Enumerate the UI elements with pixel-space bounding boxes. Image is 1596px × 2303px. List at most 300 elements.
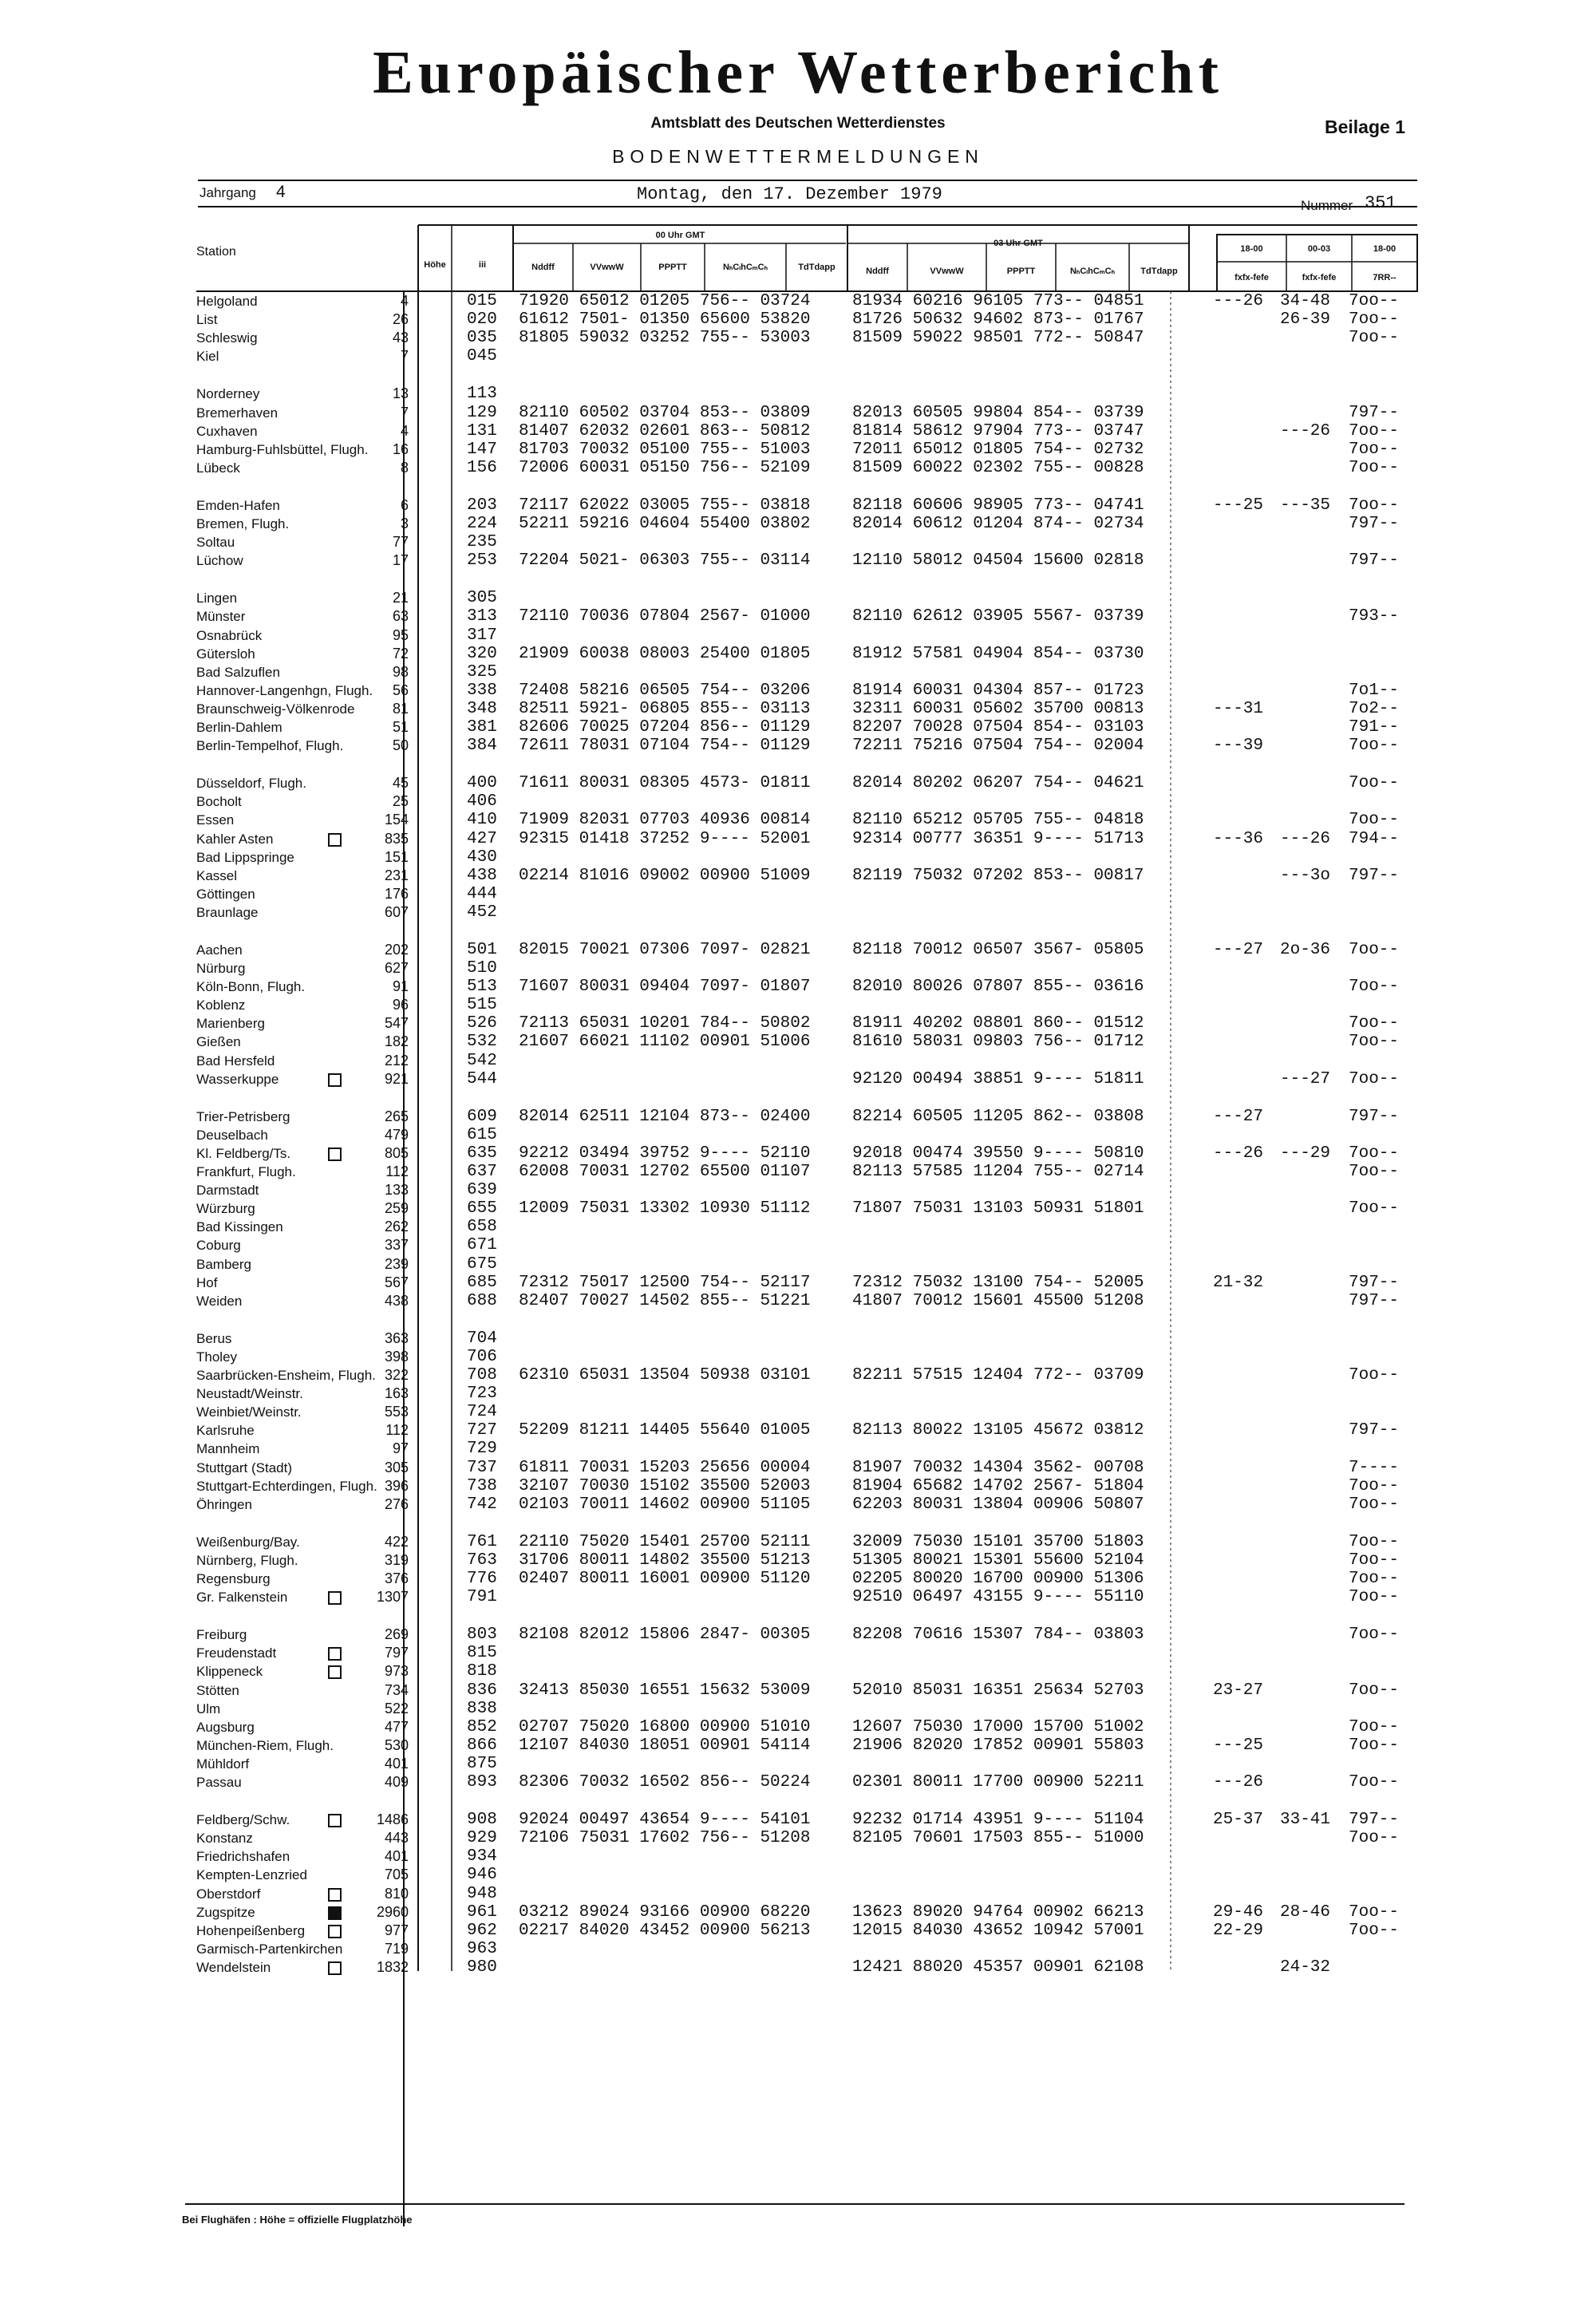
- station-name: Stötten: [196, 1683, 239, 1698]
- station-height: 530: [384, 1737, 409, 1753]
- obs-03-gmt: 72211 75216 07504 754-- 02004: [852, 737, 1144, 755]
- station-name: Kiel: [196, 349, 219, 364]
- table-row: [0, 1533, 1596, 1551]
- station-name: Aachen: [196, 942, 243, 958]
- obs-00-gmt: 22110 75020 15401 25700 52111: [519, 1533, 811, 1551]
- table-row: [0, 1366, 1596, 1385]
- obs-03-gmt: 02301 80011 17700 00900 52211: [852, 1773, 1144, 1791]
- obs-00-gmt: 92024 00497 43654 9---- 54101: [519, 1811, 811, 1829]
- station-name: Braunlage: [196, 905, 259, 920]
- precip-18-00: 7----: [1349, 1459, 1400, 1477]
- station-height: 479: [384, 1127, 409, 1143]
- station-height: 77: [392, 534, 409, 550]
- square-icon: [328, 1925, 342, 1938]
- station-id: 639: [467, 1181, 497, 1199]
- station-name: Passau: [196, 1775, 242, 1790]
- precip-18-00: 7oo--: [1349, 1070, 1400, 1088]
- station-name: Konstanz: [196, 1831, 253, 1846]
- station-id: 317: [467, 626, 497, 645]
- precip-18-00: 797--: [1349, 1421, 1400, 1440]
- station-name: Lüchow: [196, 553, 243, 568]
- table-row: [0, 1440, 1596, 1458]
- obs-00-gmt: 21607 66021 11102 00901 51006: [519, 1033, 811, 1051]
- station-id: 513: [467, 978, 497, 996]
- gust-18-00: 29-46: [1213, 1903, 1264, 1922]
- station-height: 7: [400, 348, 409, 364]
- table-row: [0, 1329, 1596, 1348]
- station-height: 13: [392, 385, 409, 401]
- precip-18-00: 797--: [1349, 515, 1400, 533]
- station-name: Braunschweig-Völkenrode: [196, 701, 355, 717]
- table-row: [0, 1681, 1596, 1700]
- obs-00-gmt: 72204 5021- 06303 755-- 03114: [519, 551, 811, 570]
- station-name: Coburg: [196, 1238, 241, 1253]
- obs-03-gmt: 32009 75030 15101 35700 51803: [852, 1533, 1144, 1551]
- obs-00-gmt: 82407 70027 14502 855-- 51221: [519, 1292, 811, 1310]
- obs-00-gmt: 72312 75017 12500 754-- 52117: [519, 1274, 811, 1292]
- obs-03-gmt: 82118 70012 06507 3567- 05805: [852, 941, 1144, 959]
- gust-00-03: 28-46: [1280, 1903, 1331, 1922]
- obs-03-gmt: 82013 60505 99804 854-- 03739: [852, 404, 1144, 422]
- station-name: Berlin-Dahlem: [196, 720, 282, 735]
- station-height: 51: [392, 719, 409, 735]
- gust-18-00: ---26: [1213, 1773, 1264, 1791]
- gust-00-03: 34-48: [1280, 292, 1331, 310]
- station-height: 627: [384, 960, 409, 976]
- station-name: Wasserkuppe: [196, 1072, 279, 1087]
- obs-00-gmt: 71607 80031 09404 7097- 01807: [519, 978, 811, 996]
- station-name: Zugspitze: [196, 1905, 255, 1920]
- obs-00-gmt: 72117 62022 03005 755-- 03818: [519, 496, 811, 515]
- station-id: 852: [467, 1718, 497, 1736]
- table-row: [0, 1866, 1596, 1884]
- station-name: Bad Hersfeld: [196, 1053, 275, 1069]
- precip-18-00: 791--: [1349, 718, 1400, 737]
- station-id: 305: [467, 589, 497, 607]
- station-id: 131: [467, 422, 497, 440]
- obs-00-gmt: 12009 75031 13302 10930 51112: [519, 1199, 811, 1218]
- obs-00-gmt: 62008 70031 12702 65500 01107: [519, 1163, 811, 1181]
- station-height: 81: [392, 701, 409, 717]
- station-id: 934: [467, 1847, 497, 1866]
- g03-col-tdapp: TdTdapp: [1140, 267, 1178, 276]
- station-name: München-Riem, Flugh.: [196, 1738, 334, 1753]
- g00-col-vvwww: VVwwW: [590, 263, 624, 272]
- station-id: 724: [467, 1403, 497, 1421]
- precip-18-00: 7oo--: [1349, 1903, 1400, 1922]
- obs-00-gmt: 62310 65031 13504 50938 03101: [519, 1366, 811, 1385]
- obs-03-gmt: 81912 57581 04904 854-- 03730: [852, 645, 1144, 663]
- obs-00-gmt: 02407 80011 16001 00900 51120: [519, 1570, 811, 1588]
- table-row: [0, 681, 1596, 700]
- precip-18-00: 7oo--: [1349, 1829, 1400, 1847]
- obs-03-gmt: 92120 00494 38851 9---- 51811: [852, 1070, 1144, 1088]
- station-name: Kempten-Lenzried: [196, 1867, 307, 1882]
- obs-00-gmt: 02707 75020 16800 00900 51010: [519, 1718, 811, 1736]
- station-height: 797: [384, 1645, 409, 1661]
- obs-03-gmt: 02205 80020 16700 00900 51306: [852, 1570, 1144, 1588]
- precip-18-00: 7oo--: [1349, 1626, 1400, 1644]
- table-row: [0, 1477, 1596, 1495]
- beilage-label: Beilage 1: [1325, 117, 1405, 137]
- station-height: 322: [384, 1367, 409, 1383]
- table-row: [0, 1551, 1596, 1570]
- precip-18-00: 7oo--: [1349, 422, 1400, 440]
- table-row: [0, 1403, 1596, 1421]
- precip-18-00: 7oo--: [1349, 1551, 1400, 1570]
- precip-18-00: 797--: [1349, 1811, 1400, 1829]
- obs-00-gmt: 32413 85030 16551 15632 53009: [519, 1681, 811, 1700]
- precip-18-00: 7oo--: [1349, 1144, 1400, 1163]
- station-height: 259: [384, 1200, 409, 1216]
- obs-03-gmt: 82110 62612 03905 5567- 03739: [852, 607, 1144, 626]
- obs-03-gmt: 82119 75032 07202 853-- 00817: [852, 867, 1144, 885]
- station-name: Bocholt: [196, 794, 242, 809]
- station-height: 262: [384, 1219, 409, 1234]
- gust-00-03: ---26: [1280, 830, 1331, 848]
- station-name: Öhringen: [196, 1497, 252, 1512]
- obs-00-gmt: 72113 65031 10201 784-- 50802: [519, 1014, 811, 1033]
- station-height: 269: [384, 1626, 409, 1642]
- table-row: [0, 645, 1596, 663]
- station-id: 384: [467, 737, 497, 755]
- g00-col-nddff: Nddff: [531, 263, 555, 272]
- jahrgang-value: 4: [276, 183, 286, 201]
- obs-00-gmt: 71909 82031 07703 40936 00814: [519, 811, 811, 829]
- station-height: 43: [392, 330, 409, 346]
- station-name: Weißenburg/Bay.: [196, 1535, 300, 1550]
- footnote: Bei Flughäfen : Höhe = offizielle Flugplatzhöhe: [182, 2214, 413, 2226]
- station-height: 401: [384, 1848, 409, 1864]
- station-height: 8: [400, 460, 409, 476]
- issue-date: Montag, den 17. Dezember 1979: [637, 184, 942, 204]
- obs-03-gmt: 92314 00777 36351 9---- 51713: [852, 830, 1144, 848]
- station-height: 734: [384, 1682, 409, 1698]
- table-row: [0, 1052, 1596, 1070]
- precip-18-00: 793--: [1349, 607, 1400, 626]
- obs-03-gmt: 82214 60505 11205 862-- 03808: [852, 1108, 1144, 1126]
- station-id: 430: [467, 848, 497, 867]
- station-id: 688: [467, 1292, 497, 1310]
- station-id: 908: [467, 1811, 497, 1829]
- table-row: [0, 1070, 1596, 1088]
- station-name: Würzburg: [196, 1201, 255, 1216]
- table-row: [0, 1495, 1596, 1514]
- obs-03-gmt: 81934 60216 96105 773-- 04851: [852, 292, 1144, 310]
- station-id: 410: [467, 811, 497, 829]
- table-row: [0, 718, 1596, 737]
- obs-03-gmt: 41807 70012 15601 45500 51208: [852, 1292, 1144, 1310]
- station-name: Norderney: [196, 386, 260, 401]
- table-row: [0, 903, 1596, 922]
- station-height: 2960: [376, 1904, 409, 1920]
- station-height: 91: [392, 978, 409, 994]
- station-id: 737: [467, 1459, 497, 1477]
- obs-03-gmt: 82110 65212 05705 755-- 04818: [852, 811, 1144, 829]
- station-name: Gr. Falkenstein: [196, 1590, 288, 1605]
- table-row: [0, 1922, 1596, 1940]
- station-id: 129: [467, 404, 497, 422]
- station-height: 45: [392, 775, 409, 791]
- precip-18-00: 7oo--: [1349, 1718, 1400, 1736]
- station-name: List: [196, 312, 218, 327]
- station-name: Berlin-Tempelhof, Flugh.: [196, 738, 344, 753]
- station-height: 97: [392, 1440, 409, 1456]
- obs-03-gmt: 13623 89020 94764 00902 66213: [852, 1903, 1144, 1922]
- obs-00-gmt: 81407 62032 02601 863-- 50812: [519, 422, 811, 440]
- obs-03-gmt: 82207 70028 07504 854-- 03103: [852, 718, 1144, 737]
- precip-18-00: 7oo--: [1349, 1477, 1400, 1495]
- precip-18-00: 7o2--: [1349, 700, 1400, 718]
- station-name: Trier-Petrisberg: [196, 1109, 290, 1124]
- station-id: 147: [467, 440, 497, 459]
- station-name: Tholey: [196, 1349, 238, 1365]
- station-height: 810: [384, 1886, 409, 1902]
- obs-03-gmt: 82113 57585 11204 755-- 02714: [852, 1163, 1144, 1181]
- table-row: [0, 329, 1596, 347]
- obs-00-gmt: 71611 80031 08305 4573- 01811: [519, 774, 811, 792]
- extra-sub-3: 7RR--: [1373, 273, 1396, 282]
- gust-00-03: 2o-36: [1280, 941, 1331, 959]
- station-id: 501: [467, 941, 497, 959]
- station-id: 253: [467, 551, 497, 570]
- station-height: 337: [384, 1237, 409, 1253]
- gust-18-00: 21-32: [1213, 1274, 1264, 1292]
- precip-18-00: 7oo--: [1349, 1199, 1400, 1218]
- obs-03-gmt: 92510 06497 43155 9---- 55110: [852, 1588, 1144, 1606]
- table-row: [0, 589, 1596, 607]
- station-name: Osnabrück: [196, 628, 263, 643]
- station-id: 729: [467, 1440, 497, 1458]
- obs-00-gmt: 02217 84020 43452 00900 56213: [519, 1922, 811, 1940]
- obs-03-gmt: 82113 80022 13105 45672 03812: [852, 1421, 1144, 1440]
- station-name: Karlsruhe: [196, 1423, 255, 1438]
- station-height: 547: [384, 1015, 409, 1031]
- station-id: 510: [467, 959, 497, 978]
- obs-03-gmt: 12421 88020 45357 00901 62108: [852, 1958, 1144, 1977]
- precip-18-00: 7oo--: [1349, 496, 1400, 515]
- obs-03-gmt: 62203 80031 13804 00906 50807: [852, 1495, 1144, 1514]
- obs-00-gmt: 72611 78031 07104 754-- 01129: [519, 737, 811, 755]
- station-name: Berus: [196, 1331, 232, 1346]
- station-height: 112: [385, 1163, 409, 1179]
- station-height: 50: [392, 737, 409, 753]
- obs-03-gmt: 51305 80021 15301 55600 52104: [852, 1551, 1144, 1570]
- table-row: [0, 1773, 1596, 1791]
- station-id: 615: [467, 1126, 497, 1144]
- station-id: 723: [467, 1385, 497, 1403]
- station-name: Kassel: [196, 868, 238, 883]
- station-height: 305: [384, 1460, 409, 1475]
- station-id: 708: [467, 1366, 497, 1385]
- station-name: Gütersloh: [196, 646, 255, 662]
- obs-00-gmt: 02214 81016 09002 00900 51009: [519, 867, 811, 885]
- gust-00-03: 24-32: [1280, 1958, 1331, 1977]
- obs-00-gmt: 92315 01418 37252 9---- 52001: [519, 830, 811, 848]
- table-row: [0, 1736, 1596, 1755]
- station-height: 112: [385, 1422, 409, 1438]
- obs-03-gmt: 12110 58012 04504 15600 02818: [852, 551, 1144, 570]
- station-name: Saarbrücken-Ensheim, Flugh.: [196, 1368, 376, 1383]
- station-id: 761: [467, 1533, 497, 1551]
- station-height: 239: [384, 1256, 409, 1272]
- station-name: Nürburg: [196, 961, 246, 976]
- station-height: 396: [384, 1478, 409, 1494]
- precip-18-00: 7oo--: [1349, 1533, 1400, 1551]
- station-name: Hannover-Langenhgn, Flugh.: [196, 683, 373, 698]
- precip-18-00: 7oo--: [1349, 310, 1400, 329]
- station-id: 838: [467, 1700, 497, 1718]
- square-icon: [328, 1073, 342, 1087]
- table-row: [0, 347, 1596, 365]
- station-id: 791: [467, 1588, 497, 1606]
- obs-00-gmt: 71920 65012 01205 756-- 03724: [519, 292, 811, 310]
- station-height: 607: [384, 904, 409, 920]
- station-id: 406: [467, 792, 497, 811]
- station-height: 567: [384, 1274, 409, 1290]
- precip-18-00: 7oo--: [1349, 941, 1400, 959]
- obs-03-gmt: 81904 65682 14702 2567- 51804: [852, 1477, 1144, 1495]
- station-id: 742: [467, 1495, 497, 1514]
- station-name: Koblenz: [196, 997, 246, 1013]
- obs-00-gmt: 52211 59216 04604 55400 03802: [519, 515, 811, 533]
- extra-sub-1: fxfx-fefe: [1235, 273, 1269, 282]
- table-row: [0, 1199, 1596, 1218]
- station-name: Frankfurt, Flugh.: [196, 1164, 296, 1179]
- station-name: Friedrichshafen: [196, 1849, 290, 1864]
- obs-03-gmt: 92232 01714 43951 9---- 51104: [852, 1811, 1144, 1829]
- station-name: Ulm: [196, 1701, 221, 1716]
- obs-03-gmt: 82014 80202 06207 754-- 04621: [852, 774, 1144, 792]
- gust-18-00: ---25: [1213, 496, 1264, 515]
- table-row: [0, 1811, 1596, 1829]
- obs-00-gmt: 82110 60502 03704 853-- 03809: [519, 404, 811, 422]
- station-name: Bad Kissingen: [196, 1219, 283, 1234]
- station-height: 477: [384, 1719, 409, 1735]
- precip-18-00: 797--: [1349, 1274, 1400, 1292]
- station-height: 522: [384, 1701, 409, 1716]
- station-id: 444: [467, 885, 497, 903]
- filled-square-icon: [328, 1906, 342, 1920]
- square-icon: [328, 1148, 342, 1161]
- station-id: 113: [467, 385, 497, 403]
- precip-18-00: 7oo--: [1349, 459, 1400, 477]
- station-id: 203: [467, 496, 497, 515]
- station-id: 035: [467, 329, 497, 347]
- station-id: 727: [467, 1421, 497, 1440]
- table-row: [0, 1718, 1596, 1736]
- gust-00-03: ---3o: [1280, 867, 1331, 885]
- station-height: 438: [384, 1293, 409, 1309]
- table-row: [0, 310, 1596, 329]
- precip-18-00: 7oo--: [1349, 737, 1400, 755]
- station-id: 946: [467, 1866, 497, 1884]
- station-id: 224: [467, 515, 497, 533]
- precip-18-00: 7oo--: [1349, 1588, 1400, 1606]
- table-row: [0, 1236, 1596, 1254]
- station-id: 325: [467, 663, 497, 681]
- station-id: 815: [467, 1644, 497, 1662]
- table-row: [0, 533, 1596, 551]
- station-name: Soltau: [196, 535, 235, 550]
- station-height: 26: [392, 311, 409, 327]
- station-id: 763: [467, 1551, 497, 1570]
- table-row: [0, 1126, 1596, 1144]
- station-id: 526: [467, 1014, 497, 1033]
- table-row: [0, 1885, 1596, 1903]
- station-height: 805: [384, 1145, 409, 1161]
- station-name: Deuselbach: [196, 1128, 268, 1143]
- table-row: [0, 1033, 1596, 1051]
- table-row: [0, 1903, 1596, 1922]
- station-id: 929: [467, 1829, 497, 1847]
- station-height: 3: [400, 516, 409, 531]
- station-height: 409: [384, 1774, 409, 1790]
- obs-03-gmt: 52010 85031 16351 25634 52703: [852, 1681, 1144, 1700]
- table-row: [0, 459, 1596, 477]
- station-name: Bremerhaven: [196, 405, 279, 421]
- station-height: 719: [384, 1941, 409, 1957]
- station-name: Göttingen: [196, 887, 255, 902]
- obs-00-gmt: 72110 70036 07804 2567- 01000: [519, 607, 811, 626]
- table-row: [0, 607, 1596, 626]
- station-height: 202: [384, 942, 409, 958]
- precip-18-00: 797--: [1349, 404, 1400, 422]
- station-height: 398: [384, 1349, 409, 1365]
- table-row: [0, 1588, 1596, 1606]
- station-height: 6: [400, 497, 409, 513]
- table-row: [0, 440, 1596, 459]
- station-id: 980: [467, 1958, 497, 1977]
- obs-00-gmt: 82606 70025 07204 856-- 01129: [519, 718, 811, 737]
- table-row: [0, 959, 1596, 978]
- station-name: Oberstdorf: [196, 1886, 261, 1902]
- station-id: 893: [467, 1773, 497, 1791]
- obs-00-gmt: 31706 80011 14802 35500 51213: [519, 1551, 811, 1570]
- precip-18-00: 7o1--: [1349, 681, 1400, 700]
- table-row: [0, 792, 1596, 811]
- precip-18-00: 797--: [1349, 1292, 1400, 1310]
- gust-18-00: ---25: [1213, 1736, 1264, 1755]
- station-height: 1832: [376, 1959, 409, 1975]
- station-name: Weinbiet/Weinstr.: [196, 1404, 302, 1420]
- station-height: 56: [392, 682, 409, 698]
- nummer-value: 351: [1365, 193, 1396, 213]
- table-row: [0, 422, 1596, 440]
- extra-sub-2: fxfx-fefe: [1302, 273, 1337, 282]
- station-height: 443: [384, 1830, 409, 1846]
- station-height: 7: [400, 405, 409, 421]
- station-id: 962: [467, 1922, 497, 1940]
- station-name: Hof: [196, 1275, 218, 1290]
- station-id: 320: [467, 645, 497, 663]
- station-name: Freiburg: [196, 1627, 247, 1642]
- station-name: Hohenpeißenberg: [196, 1923, 306, 1938]
- table-row: [0, 385, 1596, 403]
- table-row: [0, 1644, 1596, 1662]
- table-row: [0, 996, 1596, 1014]
- gust-18-00: 23-27: [1213, 1681, 1264, 1700]
- station-name: Düsseldorf, Flugh.: [196, 776, 306, 791]
- obs-00-gmt: 82511 5921- 06805 855-- 03113: [519, 700, 811, 718]
- obs-00-gmt: 21909 60038 08003 25400 01805: [519, 645, 811, 663]
- precip-18-00: 7oo--: [1349, 1736, 1400, 1755]
- station-id: 818: [467, 1662, 497, 1681]
- station-header: Station: [196, 245, 236, 259]
- gust-18-00: 22-29: [1213, 1922, 1264, 1940]
- table-row: [0, 1348, 1596, 1366]
- station-name: Bamberg: [196, 1257, 251, 1272]
